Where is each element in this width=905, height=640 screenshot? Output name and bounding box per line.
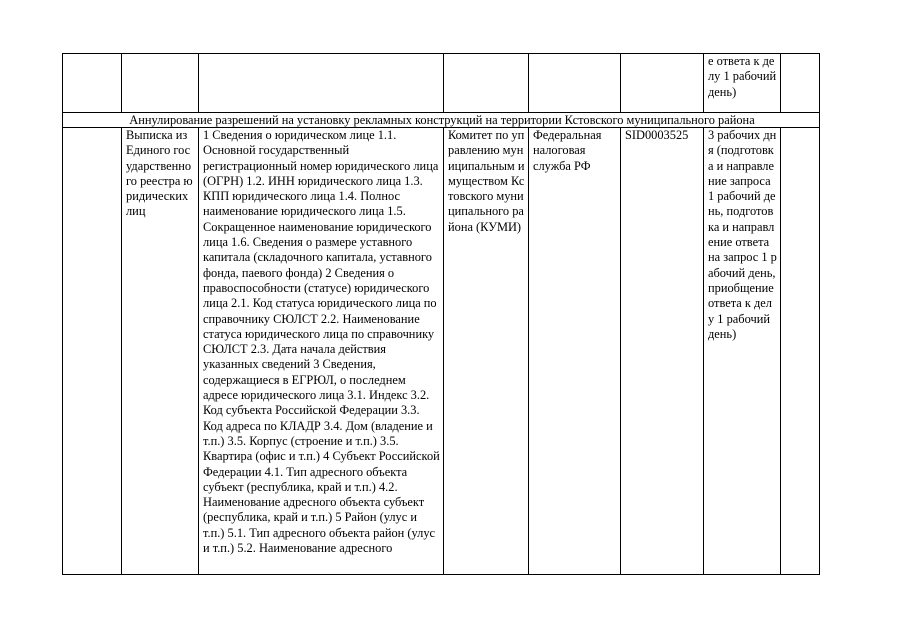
section-row xyxy=(63,113,820,128)
document-name-text: Выписка из Единого государственного реестра юридических лиц xyxy=(126,128,193,219)
document-name-cell xyxy=(122,128,199,575)
table-cell xyxy=(63,54,122,113)
table-cell xyxy=(781,128,820,575)
term-cell xyxy=(704,128,781,575)
table-cell xyxy=(63,128,122,575)
table-cell xyxy=(199,54,444,113)
table-cell xyxy=(122,54,199,113)
table-cell xyxy=(621,54,704,113)
composition-text: 1 Сведения о юридическом лице 1.1. Основной государственный регистрационный номер юридического лица (ОГРН) 1.2. ИНН юридического лица 1.3. КПП юридического лица 1.4. Полнос наименование юридического лица 1.5. Сокращенное наименование юридического лица 1.6. Сведения о размере уставного капитала (складочного капитала, уставного фонда, паевого фонда) 2 Сведения о правоспособности (статусе) юридического лица 2.1. Код статуса юридического лица по справочнику СЮЛСТ 2.2. Наименование статуса юридического лица по справочнику СЮЛСТ 2.3. Дата начала действия указанных сведений 3 Сведения, содержащиеся в ЕГРЮЛ, о последнем адресе юридического лица 3.1. Индекс 3.2. Код субъекта Российской Федерации 3.3. Код адреса по КЛАДР 3.4. Дом (владение и т.п.) 3.5. Корпус (строение и т.п.) 3.5. Квартира (офис и т.п.) 4 Субъект Российской Федерации 4.1. Тип адресного объекта субъект (республика, край и т.п.) 4.2. Наименование адресного объекта субъект (республика, край и т.п.) 5 Район (улус и т.п.) 5.1. Тип адресного объекта район (улус и т.п.) 5.2. Наименование адресного xyxy=(203,128,440,556)
table-row xyxy=(63,54,820,113)
table-cell xyxy=(444,54,529,113)
table-cell xyxy=(529,54,621,113)
table-row xyxy=(63,128,820,575)
section-title: Аннулирование разрешений на установку рекламных конструкций на территории Кстовского муниципального района xyxy=(63,113,820,128)
requester-cell xyxy=(444,128,529,575)
term-text: 3 рабочих дня (подготовка и направление запроса 1 рабочий день, подготовка и направление ответа на запрос 1 рабочий день, приобщение ответа к делу 1 рабочий день) xyxy=(708,128,777,341)
provider-cell xyxy=(529,128,621,575)
term-continuation-text: е ответа к делу 1 рабочий день) xyxy=(708,54,777,99)
composition-cell xyxy=(199,128,444,575)
document-table xyxy=(62,53,820,575)
table-cell xyxy=(781,54,820,113)
sid-cell xyxy=(621,128,704,575)
provider-text: Федеральная налоговая служба РФ xyxy=(533,128,602,173)
table-cell xyxy=(704,54,781,113)
sid-text: SID0003525 xyxy=(625,128,689,142)
requester-text: Комитет по управлению муниципальным имуществом Кстовского муниципального района (КУМИ) xyxy=(448,128,525,234)
